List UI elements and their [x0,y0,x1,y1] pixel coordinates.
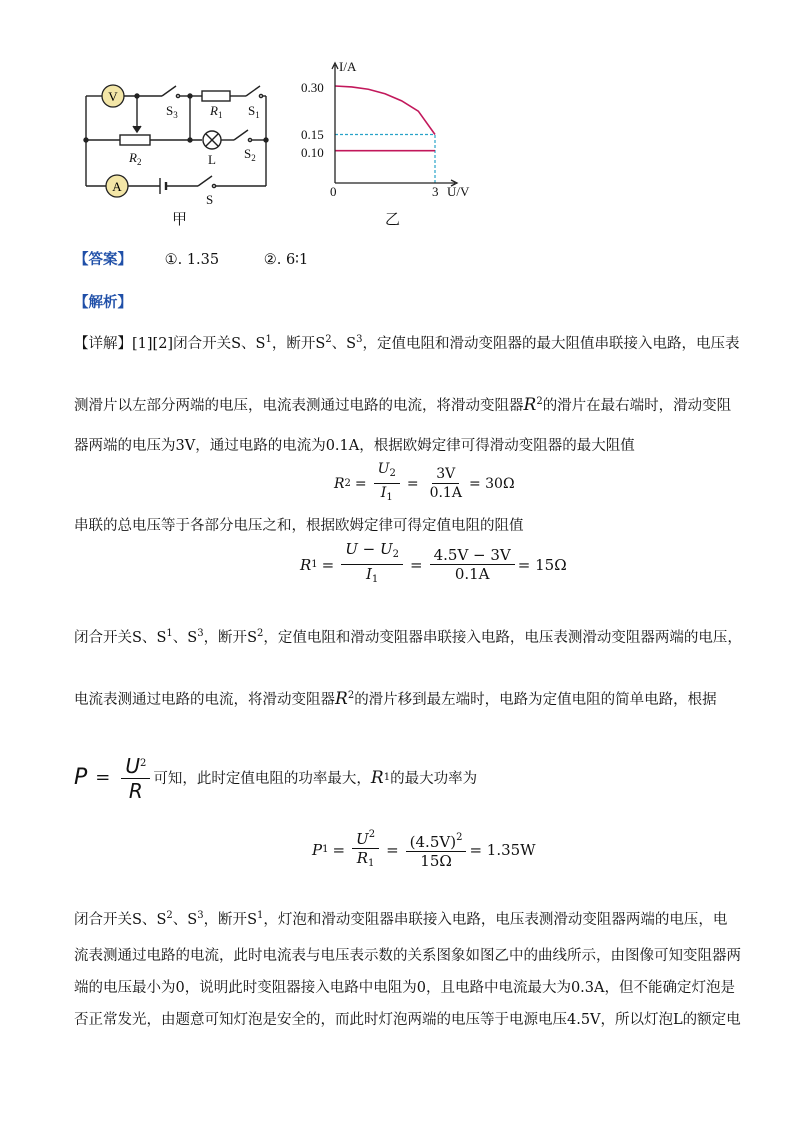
caption-yi: 乙 [385,210,401,228]
answer-label: 【答案】 [74,251,132,268]
detail-line-9: 流表测通过电路的电流，此时电流表与电压表示数的关系图象如图乙中的曲线所示，由图像可知变阻器两 [74,948,741,964]
detail-label: 【详解】 [74,336,132,352]
detail-line-11: 否正常发光，由题意可知灯泡是安全的，而此时灯泡两端的电压等于电源电压4.5V，所以灯泡L的额定电 [74,1012,741,1028]
series-line-0 [335,86,435,135]
detail-line-4: 串联的总电压等于各部分电压之和，根据欧姆定律可得定值电阻的阻值 [74,518,524,534]
circuit-diagram [80,70,290,220]
analysis-line [74,293,734,313]
detail-line-2: 测滑片以左部分两端的电压，电流表测通过电路的电流，将滑动变阻器$R^2$的滑片在最右端时，滑动变阻 [74,395,732,415]
detail-line-1: 【详解】[1][2]闭合开关S、$S^1$，断开$S^2$、$S^3$，定值电阻和滑动变阻器的最大阻值串联接入电路，电压表 [74,334,740,352]
answer-line [74,250,734,270]
answer-item-1: ①. 1.35 [164,252,220,268]
label-l: L [208,152,216,167]
label-r2: $R_2$ [129,150,142,167]
detail-line-5: 闭合开关S、$S^1$、$S^3$，断开$S^2$，定值电阻和滑动变阻器串联接入电路，电压表测滑动变阻器两端的电压， [74,628,742,646]
detail-line-3: 器两端的电压为3V，通过电路的电流为0.1A，根据欧姆定律可得滑动变阻器的最大阻值 [74,438,635,454]
detail-line-10: 端的电压最小为0，说明此时变阻器接入电路中电阻为0，且电路中电流最大为0.3A，但不能确定灯泡是 [74,980,735,996]
y-axis-label: I/A [339,59,357,74]
answer-item-2: ②. 6∶1 [263,252,309,268]
equation-r1: R 1 = $\frac{U - U_2}{I_1}$ = $\frac{4.5V - 3V}{0.1A}$ = 15Ω [300,540,567,585]
equation-r2: R 2 = $\frac{U_2}{I_1}$ = $\frac{3V}{0.1A}$ = 30Ω [334,461,515,503]
equation-p1: P 1 = $\frac{U^2}{R_1}$ = $\frac{(4.5V)^2}{15\Omega}$ = 1.35W [312,826,536,873]
label-r1: $R_1$ [210,103,223,120]
x-axis-label: U/V [447,184,470,199]
label-s3: $S_3$ [166,103,178,120]
y-tick-030: 0.30 [301,80,324,95]
label-s1: $S_1$ [248,103,260,120]
caption-jia: 甲 [172,210,188,228]
voltmeter-label: V [108,89,118,104]
detail-line-8: 闭合开关S、$S^2$、$S^3$，断开$S^1$，灯泡和滑动变阻器串联接入电路，电压表测滑动变阻器两端的电压，电 [74,910,728,928]
iu-graph [295,55,485,215]
label-s2: $S_2$ [244,146,256,163]
y-tick-015: 0.15 [301,127,324,142]
detail-line-6: 电流表测通过电路的电流，将滑动变阻器$R^2$的滑片移到最左端时，电路为定值电阻的简单电路，根据 [74,689,717,709]
label-s: S [206,192,214,207]
y-tick-010: 0.10 [301,145,324,160]
origin-label: 0 [330,184,337,199]
ammeter-label: A [112,179,122,194]
detail-line-7: P = $\frac{U^2}{R}$ 可知，此时定值电阻的功率最大， R 1 的最大功率为 [74,754,478,803]
x-tick-3: 3 [432,184,439,199]
analysis-label: 【解析】 [74,294,132,311]
